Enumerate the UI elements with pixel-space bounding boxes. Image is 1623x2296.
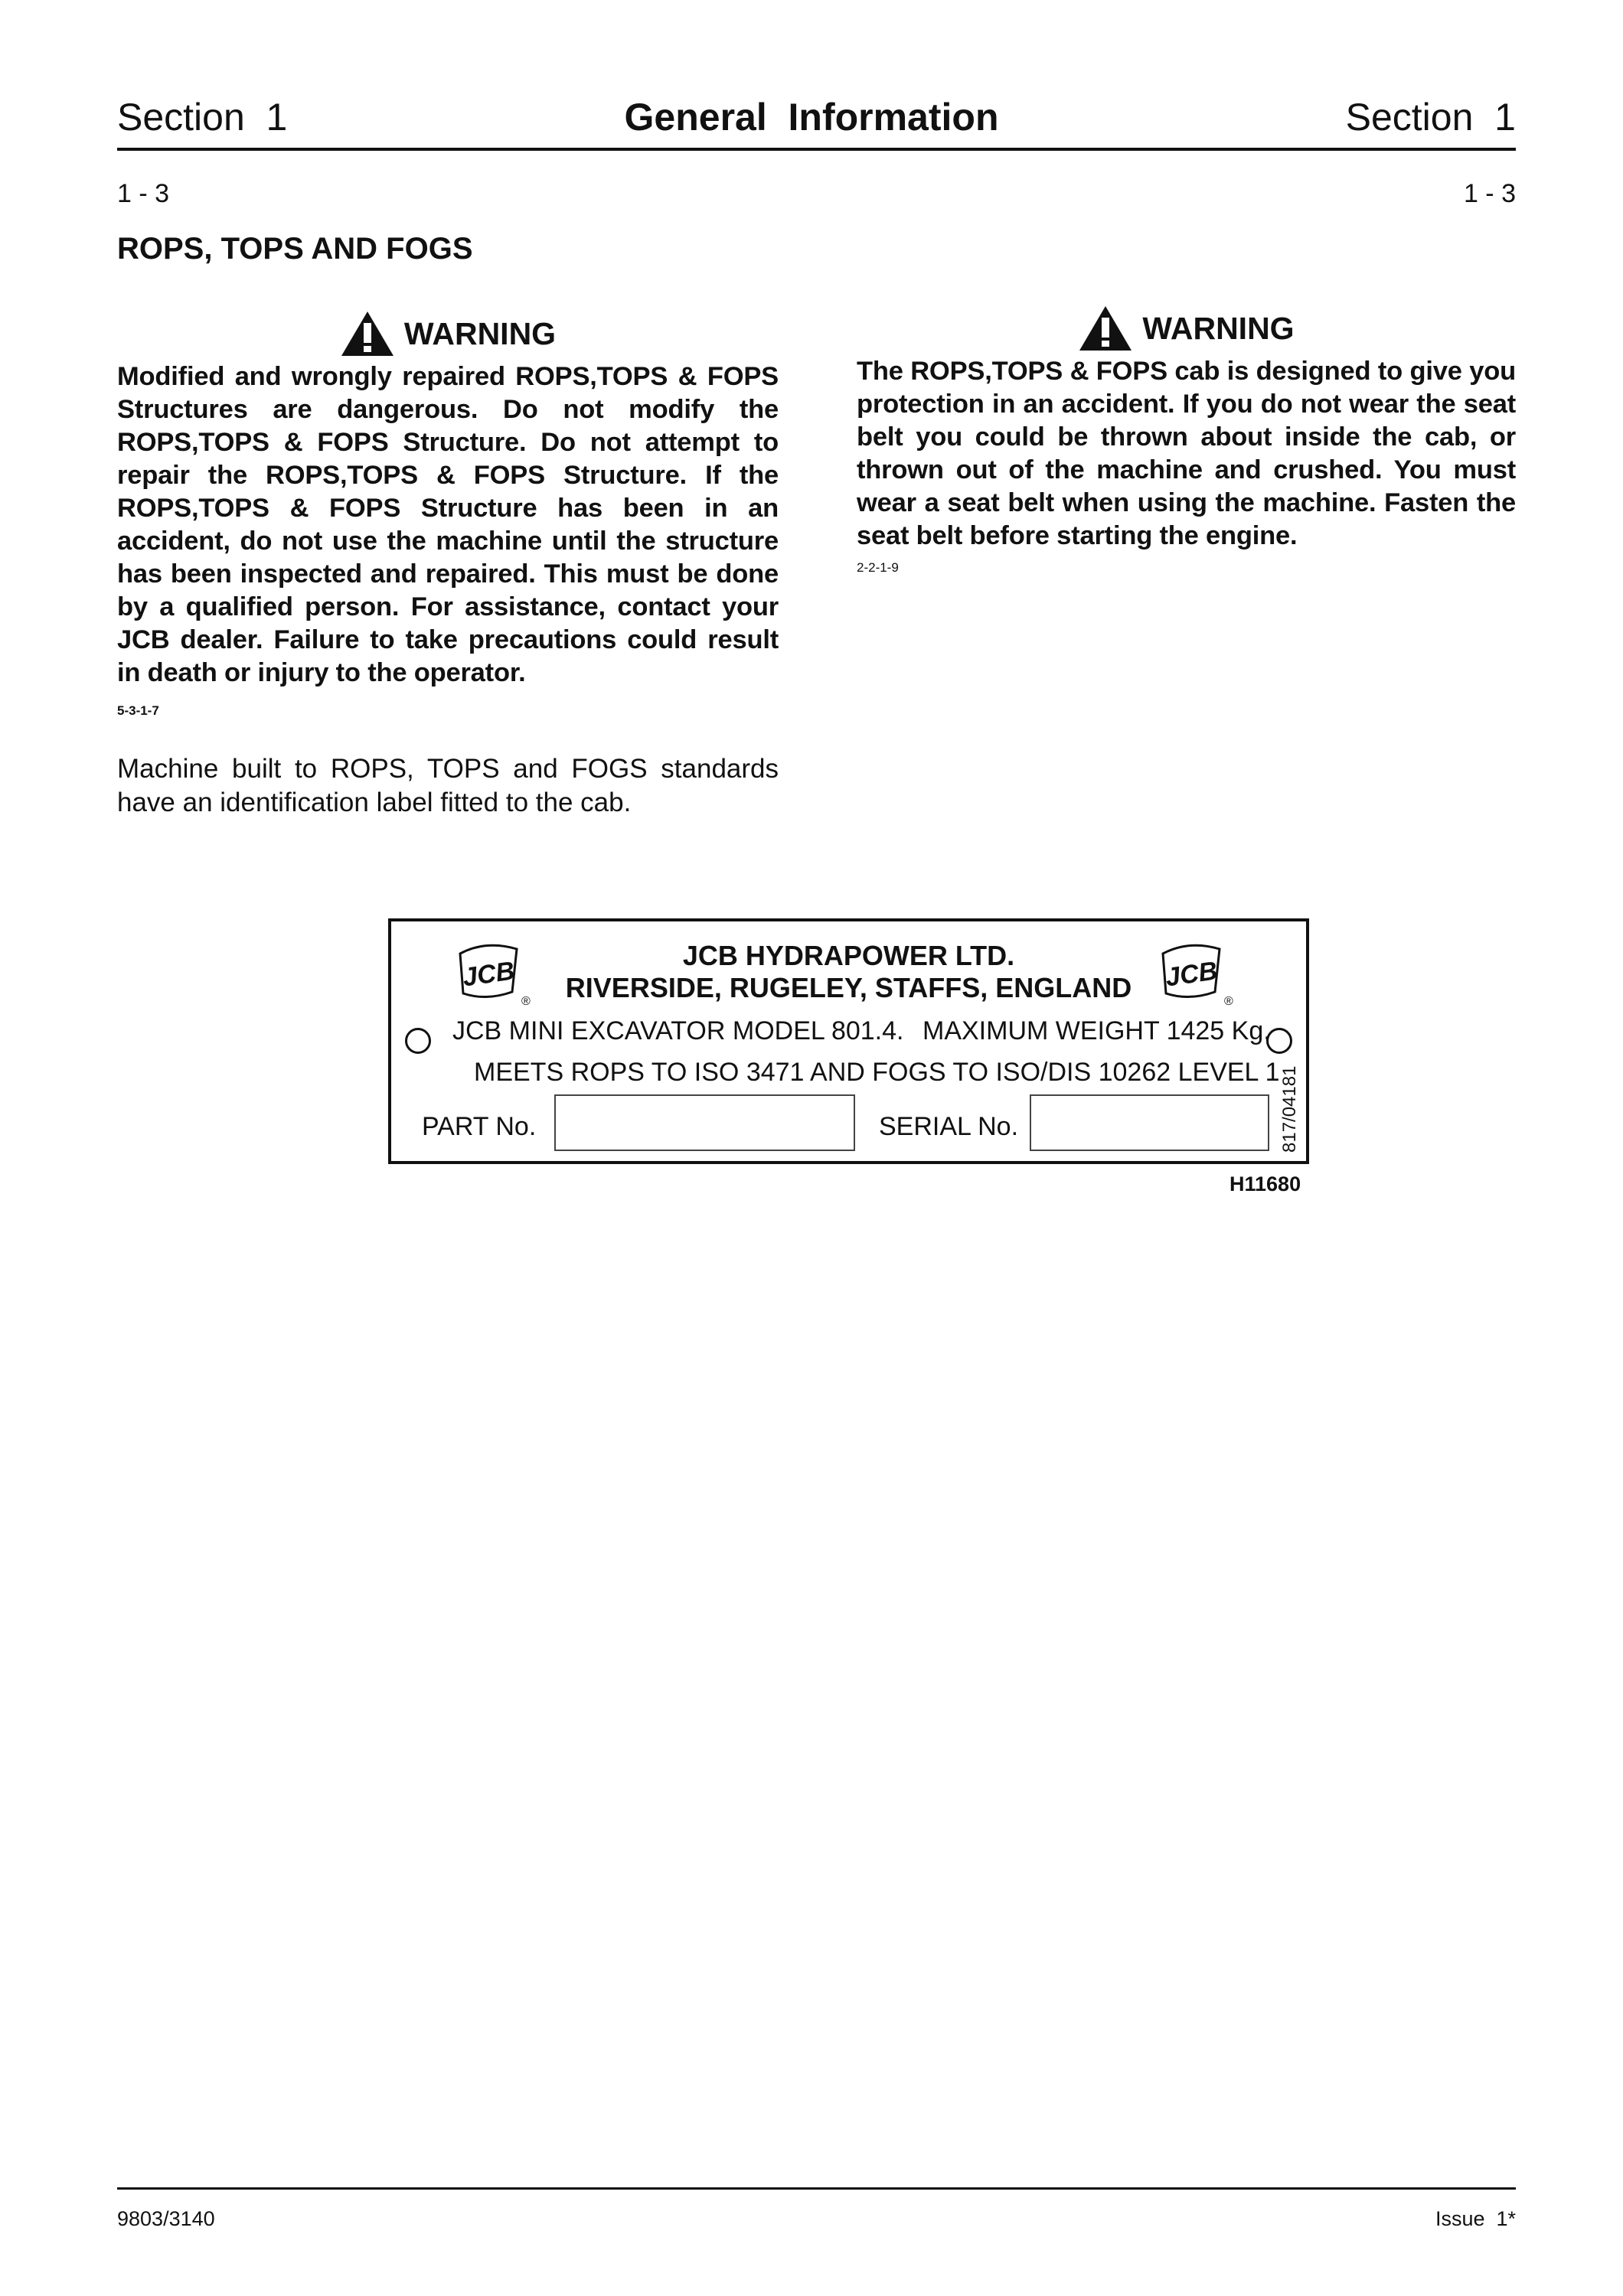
plate-side-code: 817/04181 <box>1279 1065 1300 1153</box>
warning-heading-right <box>857 305 1516 352</box>
warning-ref-left: 5-3-1-7 <box>117 703 159 718</box>
part-number-field <box>554 1094 855 1151</box>
serial-number-field <box>1030 1094 1269 1151</box>
header-section-left: Section 1 <box>117 96 288 139</box>
body-paragraph: Machine built to ROPS, TOPS and FOGS standards have an identification label fitted to the cab. <box>117 754 779 817</box>
plate-max-weight: MAXIMUM WEIGHT 1425 Kg. <box>923 1016 1271 1045</box>
part-number-label: PART No. <box>422 1112 537 1141</box>
warning-text-right: The ROPS,TOPS & FOPS cab is designed to give you protection in an accident. If you do not wear the seat belt you could be thrown about inside the cab, or thrown out of the machine and crushed. You must wear a seat belt when using the machine. Fasten the seat belt before starting the engine. <box>857 357 1516 550</box>
page-number-right: 1 - 3 <box>1463 179 1516 208</box>
serial-number-label: SERIAL No. <box>879 1112 1019 1141</box>
footer-issue: Issue 1* <box>1435 2207 1516 2230</box>
warning-ref-right: 2-2-1-9 <box>857 560 899 575</box>
warning-label-right: WARNING <box>1142 310 1295 346</box>
warning-label-left: WARNING <box>403 315 557 351</box>
warning-triangle-icon <box>1078 305 1133 352</box>
header-section-right: Section 1 <box>1345 96 1516 139</box>
svg-text:JCB: JCB <box>1163 956 1220 993</box>
header-title: General Information <box>624 96 999 139</box>
plate-address: RIVERSIDE, RUGELEY, STAFFS, ENGLAND <box>565 972 1132 1003</box>
registered-mark-right: ® <box>1224 995 1233 1008</box>
plate-model: JCB MINI EXCAVATOR MODEL 801.4. <box>452 1016 904 1045</box>
mounting-hole-left <box>405 1028 431 1054</box>
warning-text-left: Modified and wrongly repaired ROPS,TOPS & FOPS Structures are dangerous. Do not modify the ROPS,TOPS & FOPS Structure. Do not attempt to repair the ROPS,TOPS & FOPS Structure. If the ROPS,TOPS & FOPS Structure has been in an accident, do not use the machine until the structure has been inspected and repaired. This must be done by a qualified person. For assistance, contact your JCB dealer. Failure to take precautions could result in death or injury to the operator. <box>117 362 779 687</box>
plate-standards: MEETS ROPS TO ISO 3471 AND FOGS TO ISO/DIS 10262 LEVEL 1 <box>474 1058 1280 1087</box>
header-rule <box>117 148 1516 151</box>
plate-company: JCB HYDRAPOWER LTD. <box>682 940 1015 971</box>
warning-block-left <box>117 310 779 719</box>
svg-text:JCB: JCB <box>460 956 517 993</box>
figure-id: H11680 <box>1229 1172 1301 1195</box>
warning-block-right <box>857 305 1516 576</box>
identification-plate <box>388 918 1309 1164</box>
registered-mark-left: ® <box>521 995 531 1008</box>
footer-doc-number: 9803/3140 <box>117 2207 215 2230</box>
section-title: ROPS, TOPS AND FOGS <box>117 232 473 266</box>
page-number-left: 1 - 3 <box>117 179 170 208</box>
warning-heading-left <box>117 310 779 357</box>
warning-triangle-icon <box>340 310 395 357</box>
footer-rule <box>117 2187 1516 2190</box>
